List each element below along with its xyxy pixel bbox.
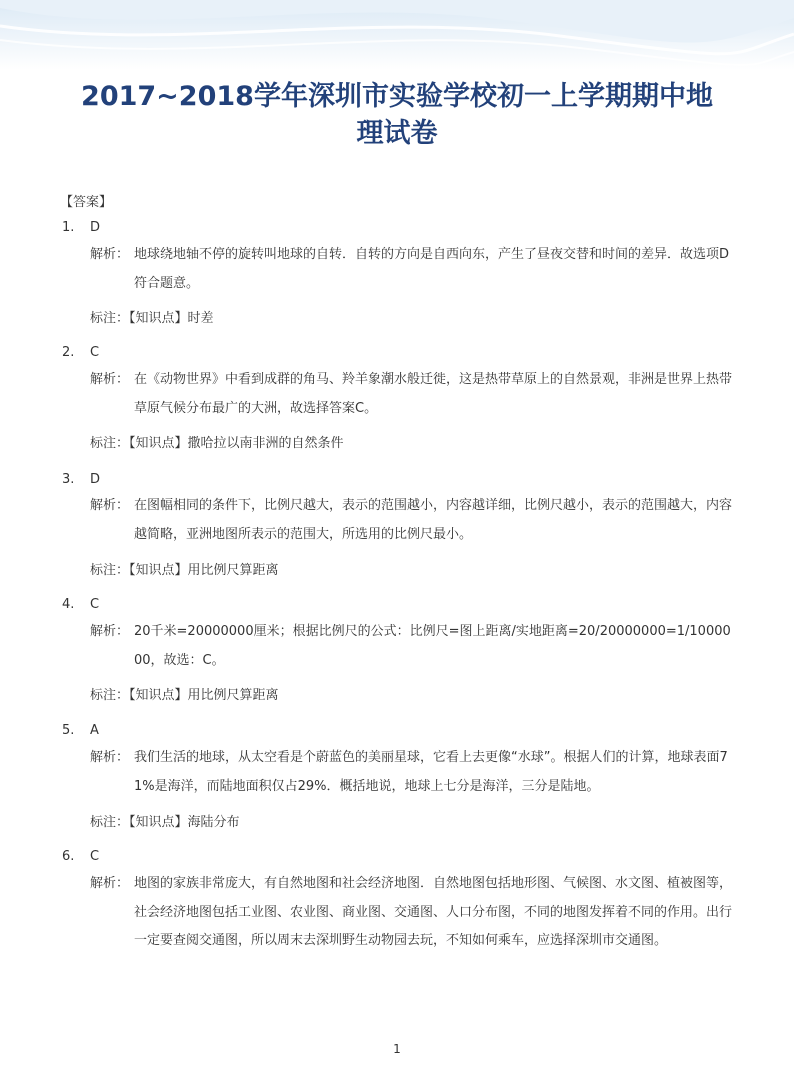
analysis-label: 解析： xyxy=(90,247,130,262)
tag-text: 【知识点】用比例尺算距离 xyxy=(129,563,279,578)
tag-row xyxy=(90,561,279,581)
analysis-text: 20千米=20000000厘米；根据比例尺的公式：比例尺=图上距离/实地距离=20/20000000=1/1000000，故选：C。 xyxy=(134,624,731,668)
question-answer: C xyxy=(90,597,100,612)
question-answer: D xyxy=(90,220,101,235)
analysis-label: 解析： xyxy=(90,876,130,891)
title-line-1: 2017~2018学年深圳市实验学校初一上学期期中地 xyxy=(81,81,713,112)
analysis-label: 解析： xyxy=(90,750,130,765)
analysis-label: 解析： xyxy=(90,624,130,639)
page-number: 1 xyxy=(393,1042,401,1056)
tag-label: 标注： xyxy=(90,815,130,830)
tag-text: 【知识点】海陆分布 xyxy=(129,815,240,830)
question-number: 5. xyxy=(62,723,75,738)
analysis-text: 在图幅相同的条件下，比例尺越大，表示的范围越小，内容越详细，比例尺越小，表示的范围越大，内容越简略，亚洲地图所表示的范围大，所选用的比例尺最小。 xyxy=(134,498,733,542)
tag-row xyxy=(90,813,240,833)
tag-text: 【知识点】时差 xyxy=(129,311,214,326)
analysis-text: 地图的家族非常庞大，有自然地图和社会经济地图．自然地图包括地形图、气候图、水文图、植被图等，社会经济地图包括工业图、农业图、商业图、交通图、人口分布图，不同的地图发挥着不同的作用。出行一定要查阅交通图，所以周末去深圳野生动物园去玩，不知如何乘车，应选择深圳市交通图。 xyxy=(134,876,733,948)
tag-text: 【知识点】用比例尺算距离 xyxy=(129,688,279,703)
question-answer: C xyxy=(90,849,100,864)
question-number: 6. xyxy=(62,849,75,864)
tag-label: 标注： xyxy=(90,688,130,703)
question-answer: C xyxy=(90,345,100,360)
question-number: 2. xyxy=(62,345,75,360)
question-number: 4. xyxy=(62,597,75,612)
tag-label: 标注： xyxy=(90,563,130,578)
question-number: 3. xyxy=(62,472,75,487)
title-line-2: 理试卷 xyxy=(356,118,438,149)
question-number: 1. xyxy=(62,220,75,235)
tag-row xyxy=(90,309,214,329)
analysis-label: 解析： xyxy=(90,498,130,513)
analysis-label: 解析： xyxy=(90,372,130,387)
analysis-text: 我们生活的地球，从太空看是个蔚蓝色的美丽星球，它看上去更像“水球”。根据人们的计算，地球表面71%是海洋，而陆地面积仅占29%．概括地说，地球上七分是海洋，三分是陆地。 xyxy=(134,750,728,794)
tag-text: 【知识点】撒哈拉以南非洲的自然条件 xyxy=(129,436,344,451)
question-answer: D xyxy=(90,472,101,487)
question-answer: A xyxy=(90,723,99,738)
tag-label: 标注： xyxy=(90,436,130,451)
answer-section-label: 【答案】 xyxy=(60,195,113,210)
analysis-text: 在《动物世界》中看到成群的角马、羚羊象潮水般迁徙，这是热带草原上的自然景观，非洲是世界上热带草原气候分布最广的大洲，故选择答案C。 xyxy=(134,372,733,416)
tag-row xyxy=(90,434,344,454)
analysis-text: 地球绕地轴不停的旋转叫地球的自转．自转的方向是自西向东，产生了昼夜交替和时间的差异．故选项D符合题意。 xyxy=(134,247,730,291)
tag-label: 标注： xyxy=(90,311,130,326)
tag-row xyxy=(90,686,279,706)
